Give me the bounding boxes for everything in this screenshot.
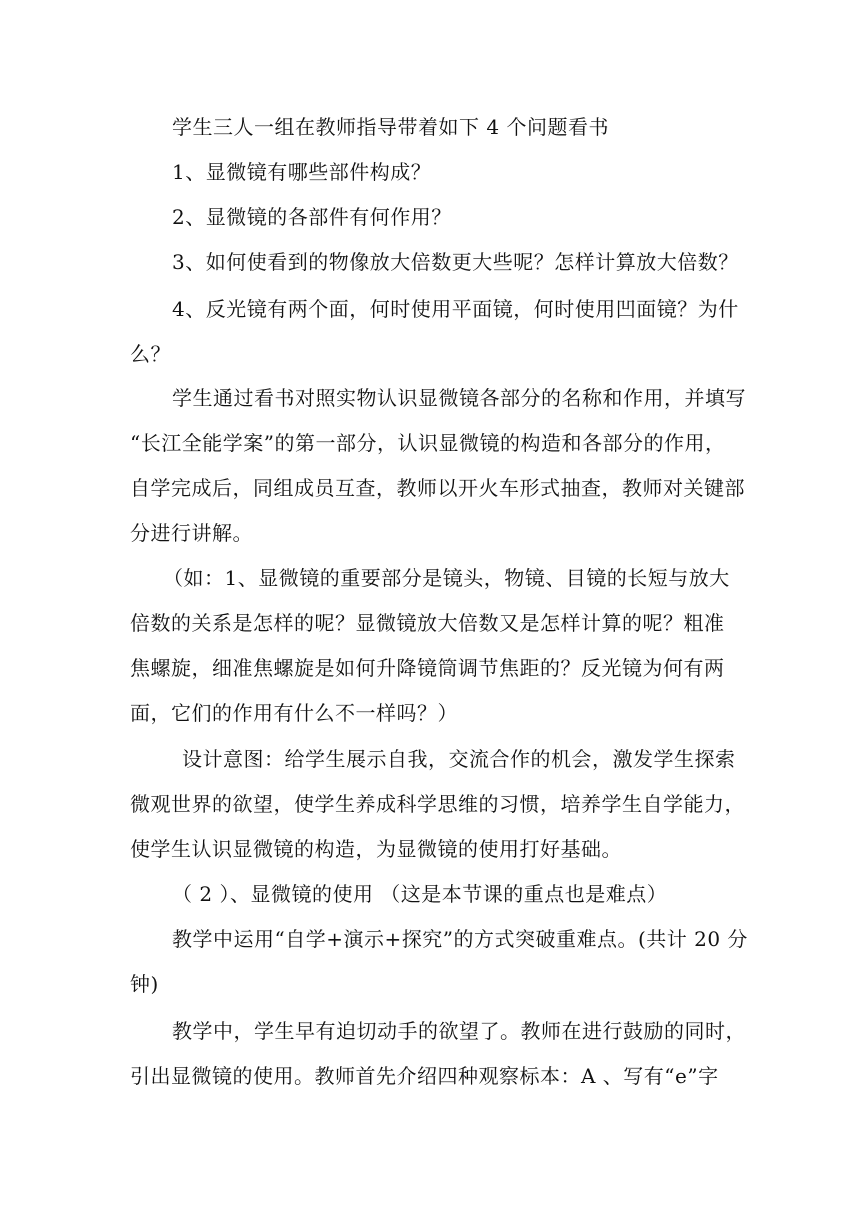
paragraph-line: 引出显微镜的使用。教师首先介绍四种观察标本：A 、写有“e”字 [130,1064,719,1088]
intro-line: 学生三人一组在教师指导带着如下 4 个问题看书 [172,115,609,139]
example-line: 面，它们的作用有什么不一样吗？） [130,701,458,725]
question-3: 3、如何使看到的物像放大倍数更大些呢？怎样计算放大倍数？ [172,250,739,274]
question-4: 4、反光镜有两个面，何时使用平面镜，何时使用凹面镜？为什 [172,297,739,321]
paragraph-line: 自学完成后，同组成员互查，教师以开火车形式抽查，教师对关键部 [130,476,745,500]
example-line: 倍数的关系是怎样的呢？显微镜放大倍数又是怎样计算的呢？粗准 [130,611,725,635]
example-line: 焦螺旋，细准焦螺旋是如何升降镜筒调节焦距的？反光镜为何有两 [130,656,725,680]
paragraph-line: “长江全能学案”的第一部分，认识显微镜的构造和各部分的作用， [130,431,726,455]
paragraph-line: 教学中运用“自学+演示+探究”的方式突破重难点。(共计 20 分 [172,927,748,951]
question-4-cont: 么？ [130,342,171,366]
design-intent-line: 设计意图：给学生展示自我，交流合作的机会，激发学生探索 [182,747,736,771]
paragraph-line: 钟) [130,972,159,996]
paragraph-line: 学生通过看书对照实物认识显微镜各部分的名称和作用，并填写 [172,386,746,410]
question-1: 1、显微镜有哪些部件构成？ [172,160,432,184]
example-line: （如：1、显微镜的重要部分是镜头，物镜、目镜的长短与放大 [163,566,730,590]
design-intent-line: 使学生认识显微镜的构造，为显微镜的使用打好基础。 [130,837,622,861]
design-intent-line: 微观世界的欲望，使学生养成科学思维的习惯，培养学生自学能力， [130,792,745,816]
paragraph-line: 分进行讲解。 [130,521,253,545]
question-2: 2、显微镜的各部件有何作用？ [172,205,452,229]
paragraph-line: 教学中，学生早有迫切动手的欲望了。教师在进行鼓励的同时， [172,1019,746,1043]
section-heading: （ 2 ）、显微镜的使用 （这是本节课的重点也是难点） [172,882,668,906]
